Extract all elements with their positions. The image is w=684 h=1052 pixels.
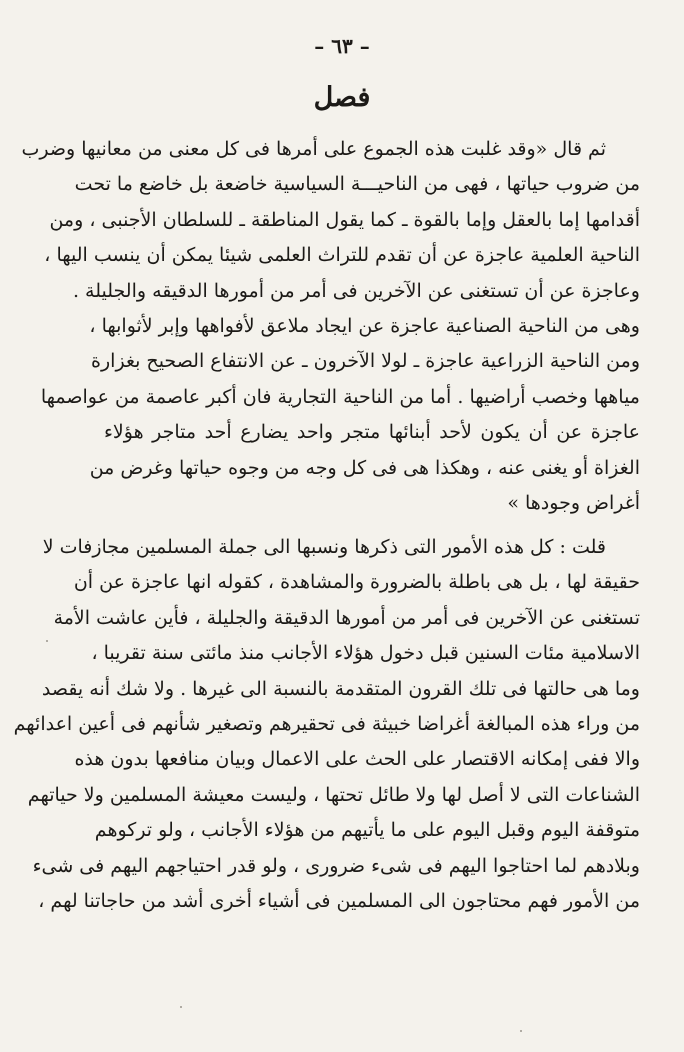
text-line: الشناعات التى لا أصل لها ولا طائل تحتها ، وليست معيشة المسلمين ولا حياتهم: [27, 783, 640, 806]
text-line: الاسلامية مئات السنين قبل دخول هؤلاء الأجانب منذ مائتى سنة تقريبا ،: [91, 642, 640, 665]
text-line: حقيقة لها ، بل هى باطلة بالضرورة والمشاهدة ، كقوله انها عاجزة عن أن: [73, 571, 640, 594]
text-line: أقدامها إما بالعقل وإما بالقوة ـ كما يقول المناطقة ـ للسلطان الأجنبى ، ومن: [49, 208, 640, 231]
text-line: تستغنى عن الآخرين فى أمر من أمورها الدقيقة والجليلة ، فأين عاشت الأمة: [53, 606, 640, 629]
text-line: من الأمور فهم محتاجون الى المسلمين فى أشياء أخرى أشد من حاجاتنا لهم ،: [38, 889, 640, 912]
text-line: من وراء هذه المبالغة أغراضا خبيثة فى تحقيرهم وتصغير شأنهم فى أعين اعدائهم: [13, 712, 640, 735]
text-line: وبلادهم لما احتاجوا اليهم فى شىء ضرورى ، ولو قدر احتياجهم اليهم فى شىء: [32, 854, 640, 877]
text-line: عاجزة عن أن يكون لأحد أبنائها متجر واحد يضارع أحد متاجر هؤلاء: [104, 421, 640, 444]
text-line: ثم قال «وقد غلبت هذه الجموع على أمرها فى كل معنى من معانيها وضرب: [21, 138, 606, 160]
page-number: – ٦٣ –: [314, 34, 370, 58]
text-line: من ضروب حياتها ، فهى من الناحيـــة السياسية خاضعة بل خاضع ما تحت: [74, 173, 640, 196]
text-line: ومن الناحية الزراعية عاجزة ـ لولا الآخرون ـ عن الانتفاع الصحيح بغزارة: [91, 350, 640, 373]
section-heading: فصل: [313, 82, 371, 113]
paper-speck: [46, 640, 48, 642]
text-line: متوقفة اليوم وقبل اليوم على ما يأتيهم من هؤلاء الأجانب ، ولو تركوهم: [94, 819, 640, 842]
text-line: مياهها وخصب أراضيها . أما من الناحية التجارية فان أكبر عاصمة من عواصمها: [40, 385, 640, 408]
paper-speck: [180, 1006, 182, 1008]
paper-speck: [520, 1030, 522, 1032]
text-line: أغراض وجودها »: [507, 491, 640, 514]
text-line: والا ففى إمكانه الاقتصار على الحث على الاعمال وبيان منافعها بدون هذه: [74, 748, 640, 771]
text-line: الغزاة أو يغنى عنه ، وهكذا هى فى كل وجه من وجوه حياتها وغرض من: [89, 456, 640, 479]
text-line: الناحية العلمية عاجزة عن أن تقدم للتراث العلمى شيئا يمكن أن ينسب اليها ،: [44, 244, 640, 267]
text-line: وعاجزة عن أن تستغنى عن الآخرين فى أمر من أمورها الدقيقه والجليلة .: [72, 279, 640, 302]
text-line: وهى من الناحية الصناعية عاجزة عن ايجاد ملاعق لأفواهها وإبر لأثوابها ،: [89, 314, 640, 337]
text-line: وما هى حالتها فى تلك القرون المتقدمة بالنسبة الى غيرها . ولا شك أنه يقصد: [41, 677, 640, 700]
paragraph-response: [13, 530, 640, 919]
text-line: قلت : كل هذه الأمور التى ذكرها ونسبها الى جملة المسلمين مجازفات لا: [42, 536, 606, 558]
paragraph-quote: [21, 132, 640, 521]
